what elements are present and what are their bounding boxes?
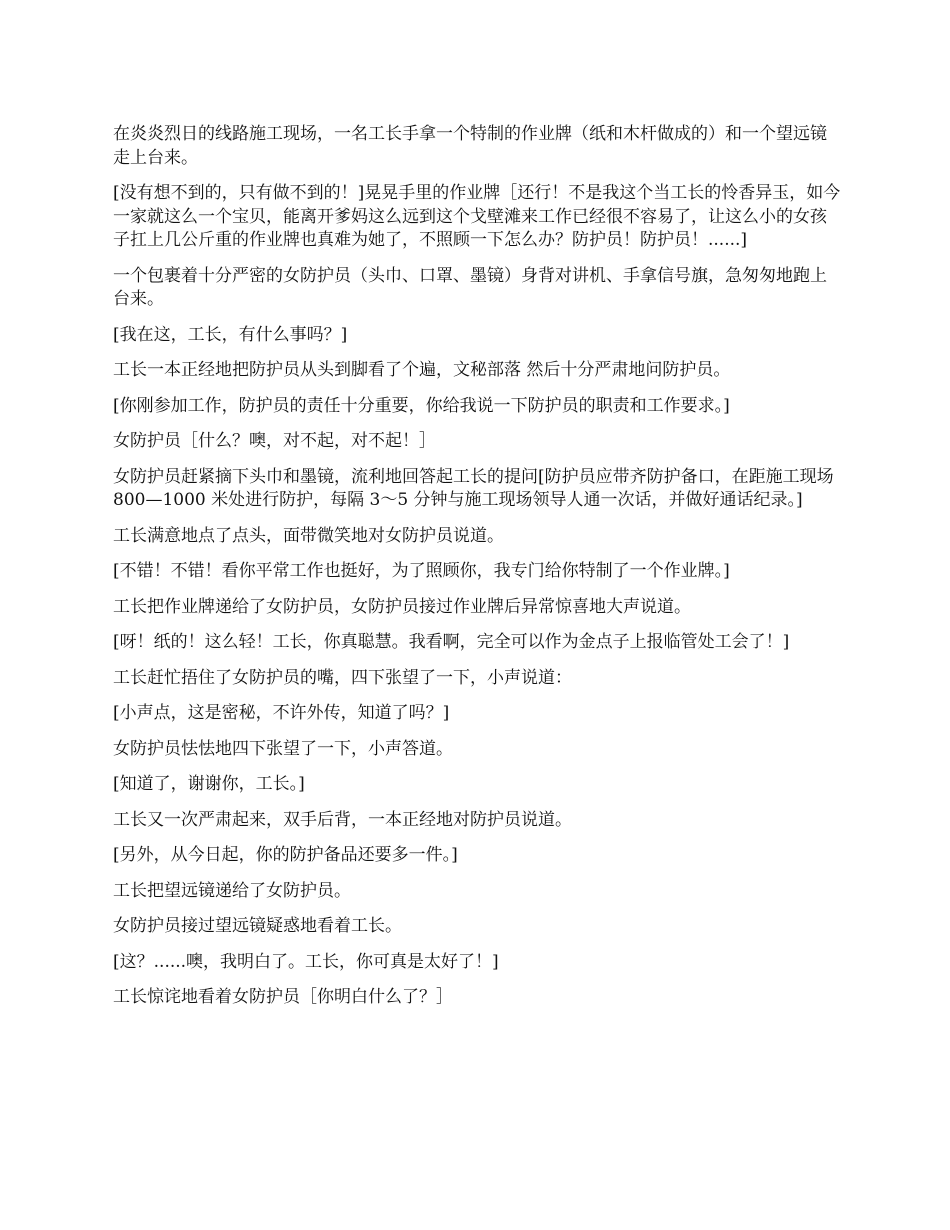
paragraph-16: [知道了，谢谢你，工长。]	[113, 774, 305, 794]
paragraph-11: 工长把作业牌递给了女防护员，女防护员接过作业牌后异常惊喜地大声说道。	[113, 596, 691, 617]
paragraph-19: 工长把望远镜递给了女防护员。	[113, 880, 351, 901]
paragraph-12: [呀！纸的！这么轻！工长，你真聪慧。我看啊，完全可以作为金点子上报临管处工会了！]	[113, 632, 790, 652]
document-page	[113, 123, 841, 1022]
paragraph-6: [你刚参加工作，防护员的责任十分重要，你给我说一下防护员的职责和工作要求。]	[113, 395, 730, 416]
paragraph-18: [另外，从今日起，你的防护备品还要多一件。]	[113, 845, 458, 865]
paragraph-3: 一个包裹着十分严密的女防护员（头巾、口罩、墨镜）身背对讲机、手拿信号旗，急匆匆地跑上台来。	[113, 265, 827, 309]
paragraph-17: 工长又一次严肃起来，双手后背，一本正经地对防护员说道。	[113, 809, 572, 830]
paragraph-7: 女防护员［什么？噢，对不起，对不起！］	[113, 431, 436, 451]
paragraph-2: [没有想不到的，只有做不到的！]晃晃手里的作业牌［还行！不是我这个当工长的怜香异玉，如今一家就这么一个宝贝，能离开爹妈这么远到这个戈壁滩来工作已经很不容易了，让这么小的女孩子扛上几公斤重的作业牌也真难为她了，不照顾一下怎么办？防护员！防护员！......]	[113, 183, 841, 250]
paragraph-20: 女防护员接过望远镜疑惑地看着工长。	[113, 916, 402, 936]
paragraph-4: [我在这，工长，有什么事吗？]	[113, 324, 348, 345]
paragraph-15: 女防护员怯怯地四下张望了一下，小声答道。	[113, 738, 453, 759]
paragraph-1: 在炎炎烈日的线路施工现场，一名工长手拿一个特制的作业牌（纸和木杆做成的）和一个望远镜走上台来。	[113, 124, 827, 168]
paragraph-14: [小声点，这是密秘，不许外传，知道了吗？]	[113, 703, 450, 723]
paragraph-8: 女防护员赶紧摘下头巾和墨镜，流利地回答起工长的提问[防护员应带齐防护备口，在距施工现场 800—1000 米处进行防护，每隔 3～5 分钟与施工现场领导人通一次话，并做好通话纪录。]	[113, 466, 834, 510]
paragraph-10: [不错！不错！看你平常工作也挺好，为了照顾你，我专门给你特制了一个作业牌。]	[113, 561, 730, 581]
paragraph-22: 工长惊诧地看着女防护员［你明白什么了？］	[113, 987, 453, 1007]
paragraph-21: [这？......噢，我明白了。工长，你可真是太好了！]	[113, 951, 499, 972]
paragraph-9: 工长满意地点了点头，面带微笑地对女防护员说道。	[113, 525, 504, 546]
paragraph-5: 工长一本正经地把防护员从头到脚看了个遍，文秘部落 然后十分严肃地问防护员。	[113, 360, 731, 380]
paragraph-13: 工长赶忙捂住了女防护员的嘴，四下张望了一下，小声说道：	[113, 667, 572, 688]
